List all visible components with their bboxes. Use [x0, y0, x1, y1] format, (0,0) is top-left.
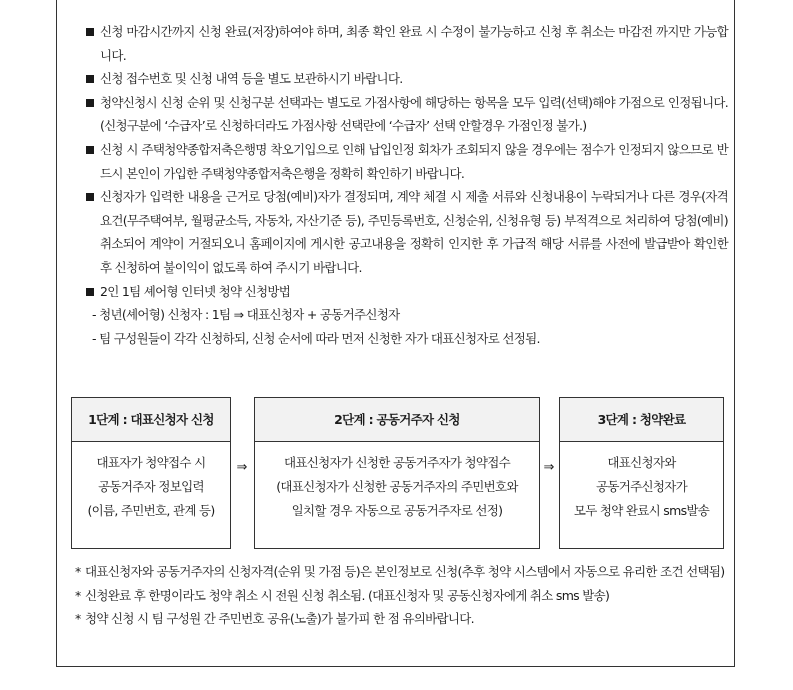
notice-item: 2인 1팀 셰어형 인터넷 청약 신청방법 — [86, 280, 728, 304]
footnote: * 청약 신청 시 팀 구성원 간 주민번호 공유(노출)가 불가피 한 점 유의바랍니다. — [75, 607, 730, 631]
notice-list — [86, 20, 728, 350]
notice-item: 신청 시 주택청약종합저축은행명 착오기입으로 인해 납입인정 회차가 조회되지 않을 경우에는 점수가 인정되지 않으므로 반드시 본인이 가입한 주택청약종합저축은행을 정확히 확인하기 바랍니다. — [86, 138, 728, 185]
footnote: * 신청완료 후 한명이라도 청약 취소 시 전원 신청 취소됨. (대표신청자 및 공동신청자에게 취소 sms 발송) — [75, 584, 730, 608]
notice-item: 신청 마감시간까지 신청 완료(저장)하여야 하며, 최종 확인 완료 시 수정이 불가능하고 신청 후 취소는 마감전 까지만 가능합니다. — [86, 20, 728, 67]
square-bullet-icon — [86, 193, 94, 201]
square-bullet-icon — [86, 146, 94, 154]
square-bullet-icon — [86, 75, 94, 83]
step-box-2 — [254, 397, 540, 549]
step-title: 2단계 : 공동거주자 신청 — [255, 398, 539, 442]
asterisk-icon: * — [75, 564, 81, 579]
asterisk-icon: * — [75, 611, 81, 627]
notice-item: 신청자가 입력한 내용을 근거로 당첨(예비)자가 결정되며, 계약 체결 시 제출 서류와 신청내용이 누락되거나 다른 경우(자격요건(무주택여부, 월평균소득, 자동차, 자산기준 등), 주민등록번호, 신청순위, 신청유형 등) 부적격으로 처리하여 당첨(예비) 취소되어 계약이 거절되오니 홈페이지에 게시한 공고내용을 정확히 인지한 후 가급적 해당 서류를 사전에 발급받아 확인한 후 신청하여 불이익이 없도록 하여 주시기 바랍니다. — [86, 185, 728, 279]
square-bullet-icon — [86, 99, 94, 107]
step-body: 대표신청자가 신청한 공동거주자가 청약접수 (대표신청자가 신청한 공동거주자의 주민번호와 일치할 경우 자동으로 공동거주자로 선정) — [276, 455, 518, 518]
share-sub-item: - 청년(셰어형) 신청자 : 1팀 ⇒ 대표신청자 + 공동거주신청자 — [92, 307, 400, 323]
square-bullet-icon — [86, 288, 94, 296]
step-title: 1단계 : 대표신청자 신청 — [72, 398, 230, 442]
step-body: 대표자가 청약접수 시 공동거주자 정보입력 (이름, 주민번호, 관계 등) — [87, 455, 215, 518]
footnote-list — [75, 560, 730, 631]
notice-item: 신청 접수번호 및 신청 내역 등을 별도 보관하시기 바랍니다. — [86, 67, 728, 91]
step-box-3 — [559, 397, 724, 549]
asterisk-icon: * — [75, 587, 81, 603]
step-box-1 — [71, 397, 231, 549]
footnote: * 대표신청자와 공동거주자의 신청자격(순위 및 가점 등)은 본인정보로 신청(추후 청약 시스템에서 자동으로 유리한 조건 선택됨) — [75, 560, 730, 584]
step-body: 대표신청자와 공동거주신청자가 모두 청약 완료시 sms발송 — [573, 455, 710, 518]
arrow-icon: ⇒ — [543, 460, 555, 475]
notice-item: 청약신청시 신청 순위 및 신청구분 선택과는 별도로 가점사항에 해당하는 항목을 모두 입력(선택)해야 가점으로 인정됩니다. (신청구분에 ‘수급자’로 신청하더라도 가점사항 선택란에 ‘수급자’ 선택 안할경우 가점인정 불가.) — [86, 91, 728, 138]
square-bullet-icon — [86, 28, 94, 36]
arrow-icon: ⇒ — [236, 460, 248, 475]
step-title: 3단계 : 청약완료 — [560, 398, 723, 442]
share-sub-item: - 팀 구성원들이 각각 신청하되, 신청 순서에 따라 먼저 신청한 자가 대표신청자로 선정됨. — [92, 330, 540, 346]
